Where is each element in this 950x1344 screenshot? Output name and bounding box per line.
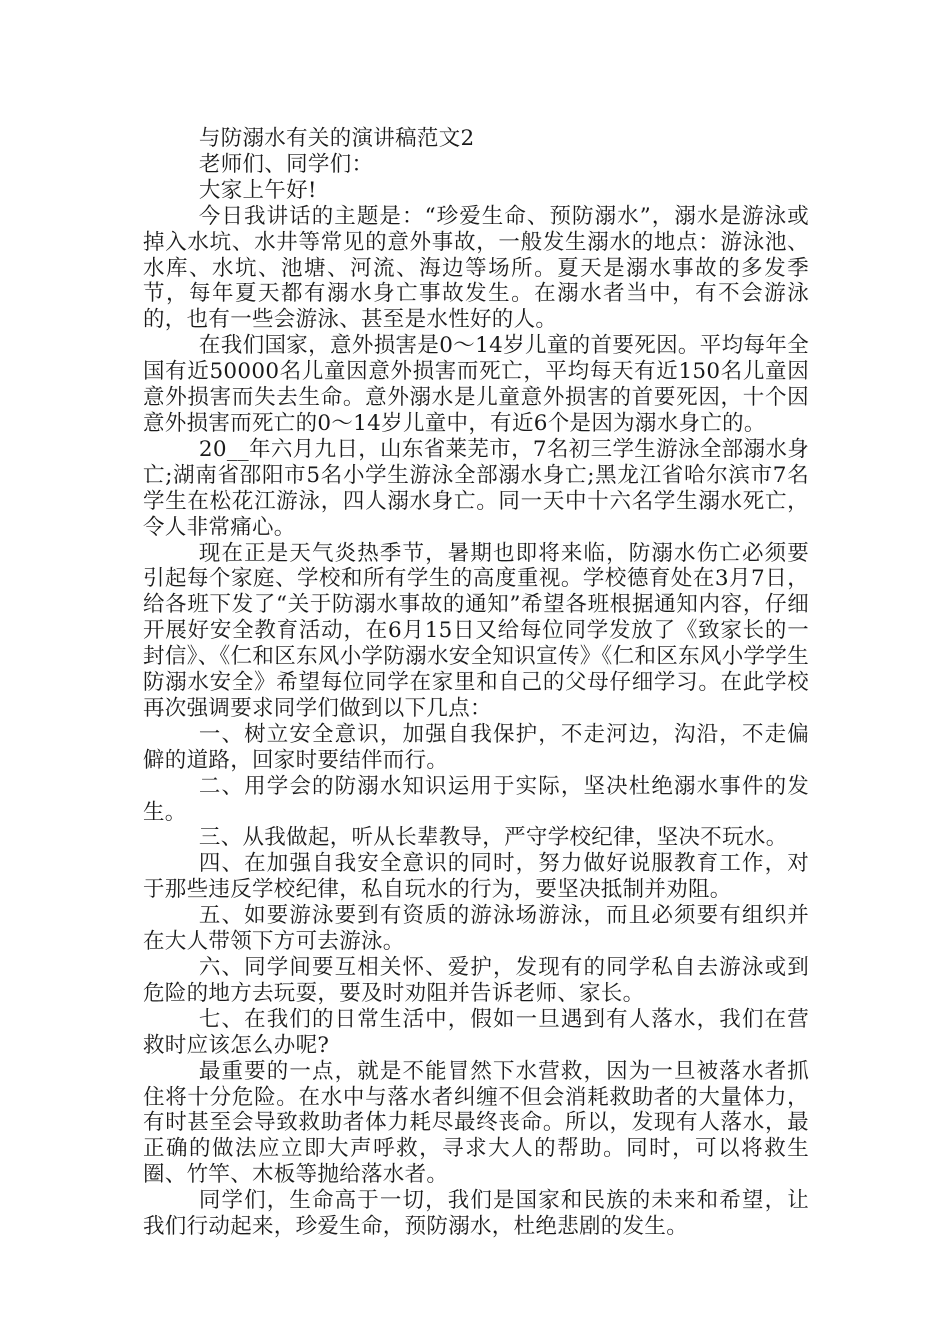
paragraph-topic: 今日我讲话的主题是：“珍爱生命、预防溺水”，溺水是游泳或掉入水坑、水井等常见的意外事故，一般发生溺水的地点：游泳池、水库、水坑、池塘、河流、海边等场所。夏天是溺水事故的多发季节，每年夏天都有溺水身亡事故发生。在溺水者当中，有不会游泳的，也有一些会游泳、甚至是水性好的人。 [143,203,809,333]
document-title: 与防溺水有关的演讲稿范文2 [198,126,475,151]
paragraph-closing: 同学们，生命高于一切，我们是国家和民族的未来和希望，让我们行动起来，珍爱生命，预防溺水，杜绝悲剧的发生。 [143,1188,809,1240]
rule-item-1: 一、树立安全意识，加强自我保护，不走河边，沟沿，不走偏僻的道路，回家时要结伴而行。 [143,721,809,773]
paragraph-rescue-advice: 最重要的一点，就是不能冒然下水营救，因为一旦被落水者抓住将十分危险。在水中与落水者纠缠不但会消耗救助者的大量体力，有时甚至会导致救助者体力耗尽最终丧命。所以，发现有人落水，最正确的做法应立即大声呼救，寻求大人的帮助。同时，可以将救生圈、竹竿、木板等抛给落水者。 [143,1058,809,1188]
greeting: 大家上午好! [198,177,317,203]
paragraph-school-notice: 现在正是天气炎热季节，暑期也即将来临，防溺水伤亡必须要引起每个家庭、学校和所有学生的高度重视。学校德育处在3月7日，给各班下发了“关于防溺水事故的通知”希望各班根据通知内容，仔细开展好安全教育活动，在6月15日又给每位同学发放了《致家长的一封信》、《仁和区东风小学防溺水安全知识宣传》《仁和区东风小学学生防溺水安全》希望每位同学在家里和自己的父母仔细学习。在此学校再次强调要求同学们做到以下几点： [143,540,809,721]
paragraph-incidents: 20__年六月九日，山东省莱芜市，7名初三学生游泳全部溺水身亡;湖南省邵阳市5名小学生游泳全部溺水身亡;黑龙江省哈尔滨市7名学生在松花江游泳，四人溺水身亡。同一天中十六名学生溺水死亡，令人非常痛心。 [143,436,809,540]
rule-item-6: 六、同学间要互相关怀、爱护，发现有的同学私自去游泳或到危险的地方去玩耍，要及时劝阻并告诉老师、家长。 [143,955,809,1006]
paragraph-statistics: 在我们国家，意外损害是0～14岁儿童的首要死因。平均每年全国有近50000名儿童因意外损害而死亡，平均每天有近150名儿童因意外损害而失去生命。意外溺水是儿童意外损害的首要死因，十个因意外损害而死亡的0～14岁儿童中，有近6个是因为溺水身亡的。 [143,333,809,436]
rule-item-3: 三、从我做起，听从长辈教导，严守学校纪律，坚决不玩水。 [198,825,788,851]
rule-item-2: 二、用学会的防溺水知识运用于实际，坚决杜绝溺水事件的发生。 [143,773,809,825]
document-body [143,126,809,1240]
salutation: 老师们、同学们： [198,151,374,177]
rule-item-7: 七、在我们的日常生活中，假如一旦遇到有人落水，我们在营救时应该怎么办呢? [143,1006,809,1058]
rule-item-5: 五、如要游泳要到有资质的游泳场游泳，而且必须要有组织并在大人带领下方可去游泳。 [143,903,809,955]
rule-item-4: 四、在加强自我安全意识的同时，努力做好说服教育工作，对于那些违反学校纪律，私自玩水的行为，要坚决抵制并劝阻。 [143,851,809,903]
